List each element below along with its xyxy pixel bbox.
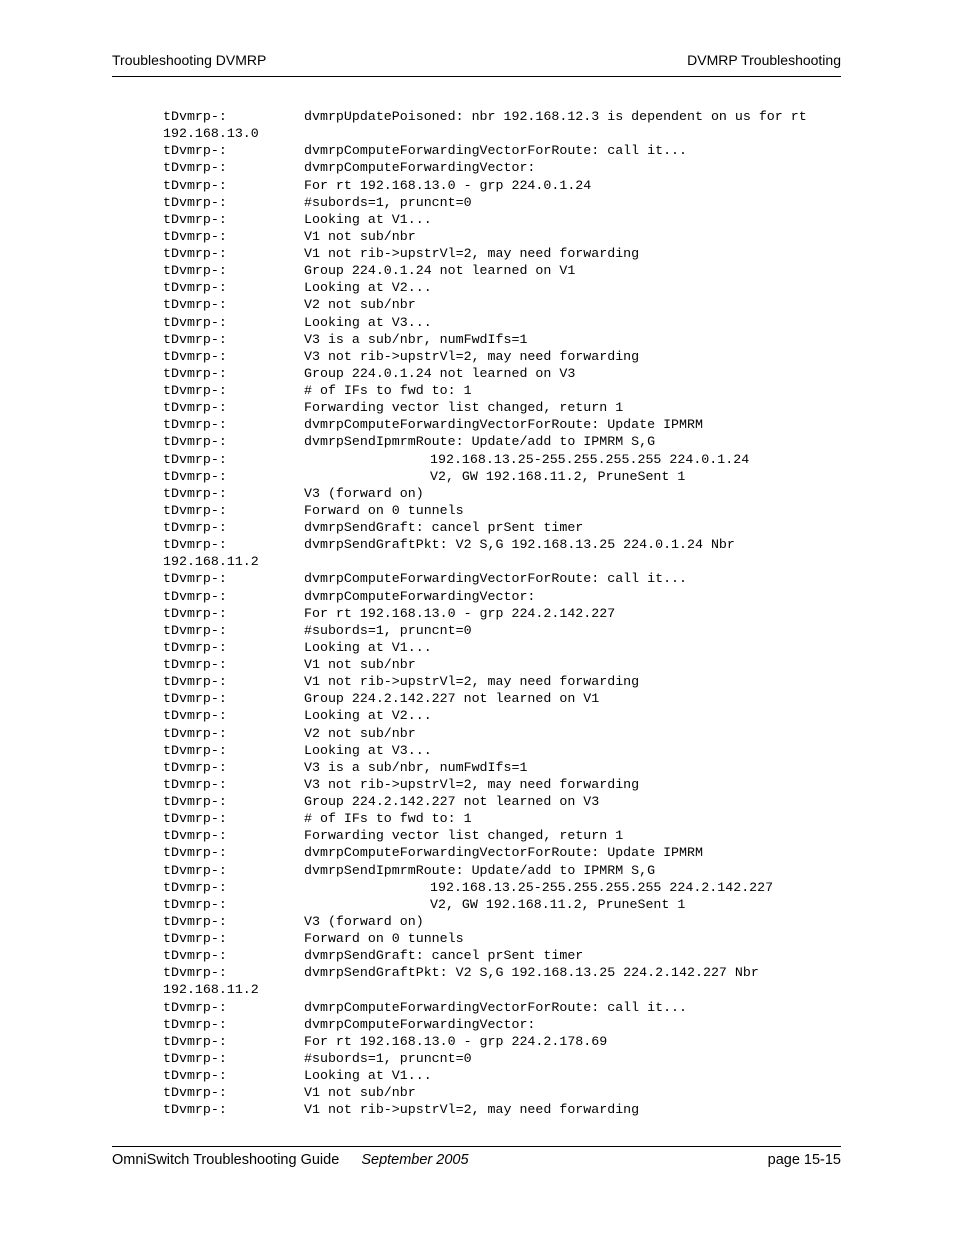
log-line-source: tDvmrp-: [163, 828, 227, 844]
log-line-source: tDvmrp-: [163, 451, 227, 467]
log-line [163, 707, 843, 724]
log-line-message: dvmrpUpdatePoisoned: nbr 192.168.12.3 is dependent on us for rt [304, 109, 807, 124]
log-line [163, 879, 843, 896]
log-line-source: tDvmrp-: [163, 400, 227, 416]
log-line-message: dvmrpComputeForwardingVectorForRoute: call it... [304, 999, 688, 1015]
log-line-source: tDvmrp-: [163, 811, 227, 827]
log-line-source: tDvmrp-: [163, 194, 227, 210]
log-line [163, 759, 843, 776]
log-line-message: 192.168.13.0 [163, 126, 259, 142]
log-line-message: dvmrpComputeForwardingVectorForRoute: call it... [304, 571, 688, 587]
log-line [163, 451, 843, 468]
log-line [163, 810, 843, 827]
log-line-message: Group 224.0.1.24 not learned on V1 [304, 263, 576, 279]
log-line [163, 1016, 843, 1033]
log-line [163, 725, 843, 742]
log-line-message: dvmrpSendGraftPkt: V2 S,G 192.168.13.25 224.0.1.24 Nbr [304, 537, 735, 553]
log-line-message: dvmrpComputeForwardingVector: [304, 1016, 536, 1032]
log-line [163, 502, 843, 519]
log-line-source: tDvmrp-: [163, 657, 227, 672]
log-line [163, 588, 843, 605]
log-line-source: tDvmrp-: [163, 691, 227, 707]
log-line [163, 245, 843, 262]
log-line [163, 108, 843, 125]
log-line-source: tDvmrp-: [163, 1068, 227, 1083]
log-line-source: tDvmrp-: [163, 725, 227, 741]
log-line [163, 177, 843, 194]
log-line-source: tDvmrp-: [163, 759, 227, 775]
log-line-source: tDvmrp-: [163, 571, 227, 587]
log-line-message: # of IFs to fwd to: 1 [304, 383, 472, 398]
log-line-message: V1 not sub/nbr [304, 228, 416, 244]
log-line-message: Looking at V1... [304, 1068, 432, 1083]
log-line [163, 159, 843, 176]
log-line [163, 844, 843, 861]
log-line-message: 192.168.11.2 [163, 982, 259, 998]
log-line-source: tDvmrp-: [163, 263, 227, 279]
log-line [163, 553, 843, 570]
log-line-message: Forward on 0 tunnels [304, 931, 464, 946]
log-line-source: tDvmrp-: [163, 314, 227, 330]
log-line [163, 673, 843, 690]
log-line [163, 930, 843, 947]
log-line-source: tDvmrp-: [163, 485, 227, 501]
log-line-message: dvmrpComputeForwardingVectorForRoute: Update IPMRM [304, 417, 703, 433]
log-line-message: Looking at V1... [304, 211, 432, 227]
log-line [163, 433, 843, 450]
log-line-source: tDvmrp-: [163, 297, 227, 313]
log-line-message: dvmrpSendGraft: cancel prSent timer [304, 520, 584, 535]
log-line-source: tDvmrp-: [163, 622, 227, 638]
log-line-source: tDvmrp-: [163, 228, 227, 244]
log-line [163, 279, 843, 296]
log-line [163, 536, 843, 553]
log-line [163, 211, 843, 228]
log-line-message: dvmrpSendGraftPkt: V2 S,G 192.168.13.25 224.2.142.227 Nbr [304, 965, 759, 981]
log-line-message: V1 not rib->upstrVl=2, may need forwarding [304, 674, 640, 690]
log-line [163, 1050, 843, 1067]
log-line [163, 913, 843, 930]
log-line-message: V1 not sub/nbr [304, 657, 416, 672]
log-line [163, 947, 843, 964]
log-line-message: V3 not rib->upstrVl=2, may need forwarding [304, 776, 640, 792]
log-line [163, 194, 843, 211]
log-line-message: dvmrpComputeForwardingVectorForRoute: call it... [304, 143, 688, 159]
log-line [163, 519, 843, 536]
log-line-message: For rt 192.168.13.0 - grp 224.0.1.24 [304, 177, 592, 193]
log-line-source: tDvmrp-: [163, 417, 227, 433]
log-line-source: tDvmrp-: [163, 674, 227, 690]
log-line-source: tDvmrp-: [163, 999, 227, 1015]
header-chapter-title: Troubleshooting DVMRP [112, 52, 267, 68]
log-line-message: 192.168.13.25-255.255.255.255 224.0.1.24 [430, 451, 750, 467]
log-line-source: tDvmrp-: [163, 246, 227, 261]
log-line-source: tDvmrp-: [163, 143, 227, 159]
log-line-message: V2 not sub/nbr [304, 725, 416, 741]
log-line-source: tDvmrp-: [163, 160, 227, 176]
log-line-source: tDvmrp-: [163, 211, 227, 227]
log-line-message: Looking at V1... [304, 639, 432, 655]
log-line [163, 365, 843, 382]
log-line-source: tDvmrp-: [163, 1102, 227, 1118]
log-line [163, 468, 843, 485]
log-line-source: tDvmrp-: [163, 913, 227, 929]
log-line-source: tDvmrp-: [163, 434, 227, 450]
log-line-message: For rt 192.168.13.0 - grp 224.2.142.227 [304, 605, 616, 621]
page-header [112, 50, 841, 77]
log-line [163, 656, 843, 673]
log-line [163, 331, 843, 348]
log-line-message: Forwarding vector list changed, return 1 [304, 828, 624, 844]
log-line-message: V3 (forward on) [304, 485, 424, 501]
log-line [163, 125, 843, 142]
log-line-message: V2 not sub/nbr [304, 297, 416, 313]
log-line [163, 981, 843, 998]
log-line [163, 896, 843, 913]
log-line [163, 296, 843, 313]
log-line-source: tDvmrp-: [163, 109, 227, 124]
log-line-message: Group 224.0.1.24 not learned on V3 [304, 365, 576, 381]
log-line-message: Looking at V3... [304, 742, 432, 758]
page-footer [112, 1146, 841, 1168]
log-line-message: V3 not rib->upstrVl=2, may need forwarding [304, 348, 640, 364]
log-line [163, 605, 843, 622]
log-line-message: #subords=1, pruncnt=0 [304, 622, 472, 638]
log-line-message: For rt 192.168.13.0 - grp 224.2.178.69 [304, 1033, 608, 1049]
log-line-message: dvmrpComputeForwardingVector: [304, 588, 536, 604]
log-line-message: Group 224.2.142.227 not learned on V1 [304, 691, 600, 707]
log-line-source: tDvmrp-: [163, 794, 227, 809]
log-line [163, 262, 843, 279]
log-line-message: V2, GW 192.168.11.2, PruneSent 1 [430, 896, 686, 912]
log-line-source: tDvmrp-: [163, 896, 227, 912]
footer-page-number: page 15-15 [767, 1152, 841, 1168]
log-line-message: dvmrpComputeForwardingVectorForRoute: Update IPMRM [304, 845, 703, 861]
log-line [163, 348, 843, 365]
log-line [163, 639, 843, 656]
log-line-source: tDvmrp-: [163, 879, 227, 895]
log-line-message: V3 is a sub/nbr, numFwdIfs=1 [304, 331, 528, 347]
log-line [163, 142, 843, 159]
log-line-message: 192.168.13.25-255.255.255.255 224.2.142.227 [430, 879, 774, 895]
log-line [163, 999, 843, 1016]
log-line [163, 622, 843, 639]
log-line-source: tDvmrp-: [163, 1016, 227, 1032]
log-line [163, 793, 843, 810]
log-line [163, 1033, 843, 1050]
log-line-source: tDvmrp-: [163, 965, 227, 981]
log-line [163, 964, 843, 981]
log-line-source: tDvmrp-: [163, 502, 227, 518]
log-line [163, 690, 843, 707]
log-line [163, 416, 843, 433]
log-line-message: V2, GW 192.168.11.2, PruneSent 1 [430, 468, 686, 484]
log-line-source: tDvmrp-: [163, 383, 227, 398]
log-line-source: tDvmrp-: [163, 1050, 227, 1066]
log-line-message: V1 not rib->upstrVl=2, may need forwarding [304, 1102, 640, 1118]
log-line [163, 776, 843, 793]
log-line-source: tDvmrp-: [163, 862, 227, 878]
log-line-source: tDvmrp-: [163, 365, 227, 381]
footer-date: September 2005 [361, 1152, 469, 1168]
log-line-message: dvmrpSendIpmrmRoute: Update/add to IPMRM S,G [304, 862, 656, 878]
log-line-source: tDvmrp-: [163, 468, 227, 484]
log-line-source: tDvmrp-: [163, 520, 227, 535]
log-line-message: Looking at V2... [304, 280, 432, 296]
log-line-source: tDvmrp-: [163, 177, 227, 193]
log-line-message: dvmrpSendIpmrmRoute: Update/add to IPMRM S,G [304, 434, 656, 450]
log-line-message: #subords=1, pruncnt=0 [304, 194, 472, 210]
log-line-source: tDvmrp-: [163, 605, 227, 621]
footer-guide-title: OmniSwitch Troubleshooting Guide [112, 1152, 340, 1168]
log-line-message: 192.168.11.2 [163, 554, 259, 570]
log-line-message: V3 (forward on) [304, 913, 424, 929]
log-line [163, 570, 843, 587]
log-line-source: tDvmrp-: [163, 348, 227, 364]
log-line [163, 382, 843, 399]
log-line-message: Forwarding vector list changed, return 1 [304, 400, 624, 416]
log-line-source: tDvmrp-: [163, 639, 227, 655]
log-line-source: tDvmrp-: [163, 708, 227, 724]
log-line-source: tDvmrp-: [163, 1033, 227, 1049]
log-line-message: Looking at V2... [304, 708, 432, 724]
log-line-message: V3 is a sub/nbr, numFwdIfs=1 [304, 759, 528, 775]
log-line-source: tDvmrp-: [163, 948, 227, 964]
log-line-message: Forward on 0 tunnels [304, 502, 464, 518]
log-line-source: tDvmrp-: [163, 931, 227, 946]
log-line [163, 1084, 843, 1101]
log-line-message: dvmrpSendGraft: cancel prSent timer [304, 948, 584, 964]
log-line-message: Looking at V3... [304, 314, 432, 330]
log-line [163, 827, 843, 844]
log-line-message: dvmrpComputeForwardingVector: [304, 160, 536, 176]
log-line-source: tDvmrp-: [163, 776, 227, 792]
log-line [163, 399, 843, 416]
log-line-source: tDvmrp-: [163, 742, 227, 758]
log-line-source: tDvmrp-: [163, 845, 227, 861]
header-section-title: DVMRP Troubleshooting [687, 52, 841, 68]
log-line-message: V1 not sub/nbr [304, 1085, 416, 1101]
log-line [163, 314, 843, 331]
log-line [163, 1067, 843, 1084]
debug-log-output [163, 108, 843, 1118]
log-line-message: Group 224.2.142.227 not learned on V3 [304, 794, 600, 809]
log-line-message: V1 not rib->upstrVl=2, may need forwarding [304, 246, 640, 261]
log-line-source: tDvmrp-: [163, 537, 227, 553]
log-line [163, 742, 843, 759]
log-line [163, 228, 843, 245]
log-line-source: tDvmrp-: [163, 280, 227, 296]
log-line-source: tDvmrp-: [163, 331, 227, 347]
log-line-source: tDvmrp-: [163, 1085, 227, 1101]
log-line [163, 1101, 843, 1118]
log-line [163, 862, 843, 879]
log-line [163, 485, 843, 502]
log-line-message: #subords=1, pruncnt=0 [304, 1050, 472, 1066]
log-line-source: tDvmrp-: [163, 588, 227, 604]
log-line-message: # of IFs to fwd to: 1 [304, 811, 472, 827]
